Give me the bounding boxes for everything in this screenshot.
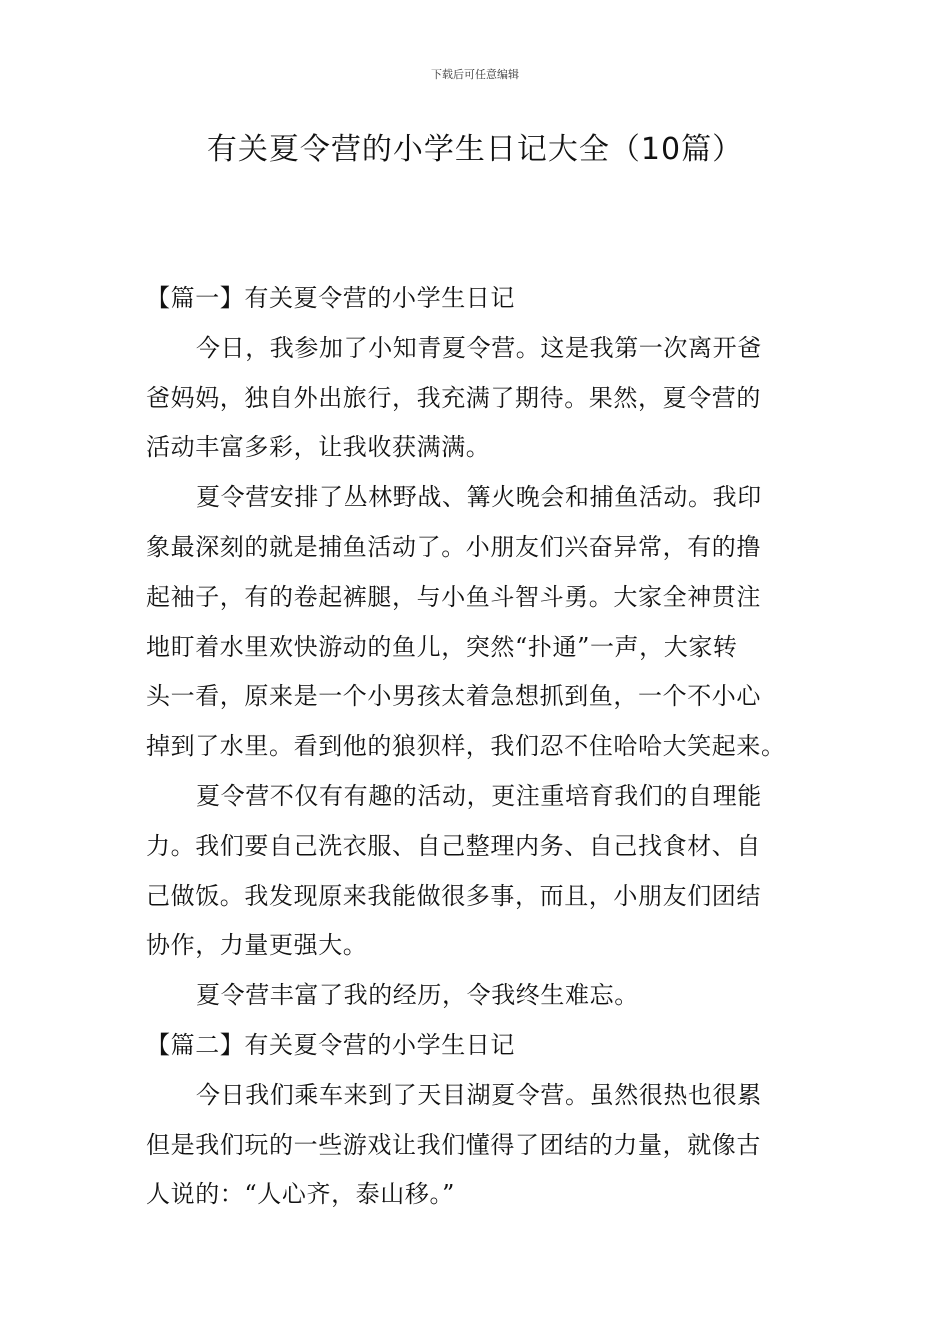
header-note: 下载后可任意编辑 xyxy=(431,68,519,81)
section-heading: 【篇二】有关夏令营的小学生日记 xyxy=(146,1030,515,1059)
paragraph-line: 人说的：“人心齐，泰山移。” xyxy=(146,1180,455,1209)
paragraph-line: 爸妈妈，独自外出旅行，我充满了期待。果然，夏令营的 xyxy=(146,383,761,412)
paragraph-line: 夏令营不仅有有趣的活动，更注重培育我们的自理能 xyxy=(196,781,762,810)
paragraph-line: 力。我们要自己洗衣服、自己整理内务、自己找食材、自 xyxy=(146,831,761,860)
paragraph-line: 起袖子，有的卷起裤腿，与小鱼斗智斗勇。大家全神贯注 xyxy=(146,582,761,611)
paragraph-line: 今日，我参加了小知青夏令营。这是我第一次离开爸 xyxy=(196,333,762,362)
paragraph-line: 今日我们乘车来到了天目湖夏令营。虽然很热也很累 xyxy=(196,1080,762,1109)
paragraph-line: 己做饭。我发现原来我能做很多事，而且，小朋友们团结 xyxy=(146,881,761,910)
paragraph-line: 活动丰富多彩，让我收获满满。 xyxy=(146,433,491,462)
paragraph-line: 夏令营丰富了我的经历，令我终生难忘。 xyxy=(196,981,639,1010)
document-body xyxy=(146,274,806,1220)
paragraph-line: 象最深刻的就是捕鱼活动了。小朋友们兴奋异常，有的撸 xyxy=(146,532,761,561)
paragraph-line: 地盯着水里欢快游动的鱼儿，突然“扑通”一声，大家转 xyxy=(146,632,738,661)
paragraph-line: 协作，力量更强大。 xyxy=(146,931,368,960)
paragraph-line: 夏令营安排了丛林野战、篝火晚会和捕鱼活动。我印 xyxy=(196,483,762,512)
document-title: 有关夏令营的小学生日记大全（10篇） xyxy=(206,132,744,167)
section-heading: 【篇一】有关夏令营的小学生日记 xyxy=(146,284,515,312)
paragraph-line: 头一看，原来是一个小男孩太着急想抓到鱼，一个不小心 xyxy=(146,682,761,711)
paragraph-line: 掉到了水里。看到他的狼狈样，我们忍不住哈哈大笑起来。 xyxy=(146,732,786,761)
paragraph-line: 但是我们玩的一些游戏让我们懂得了团结的力量，就像古 xyxy=(146,1130,761,1159)
